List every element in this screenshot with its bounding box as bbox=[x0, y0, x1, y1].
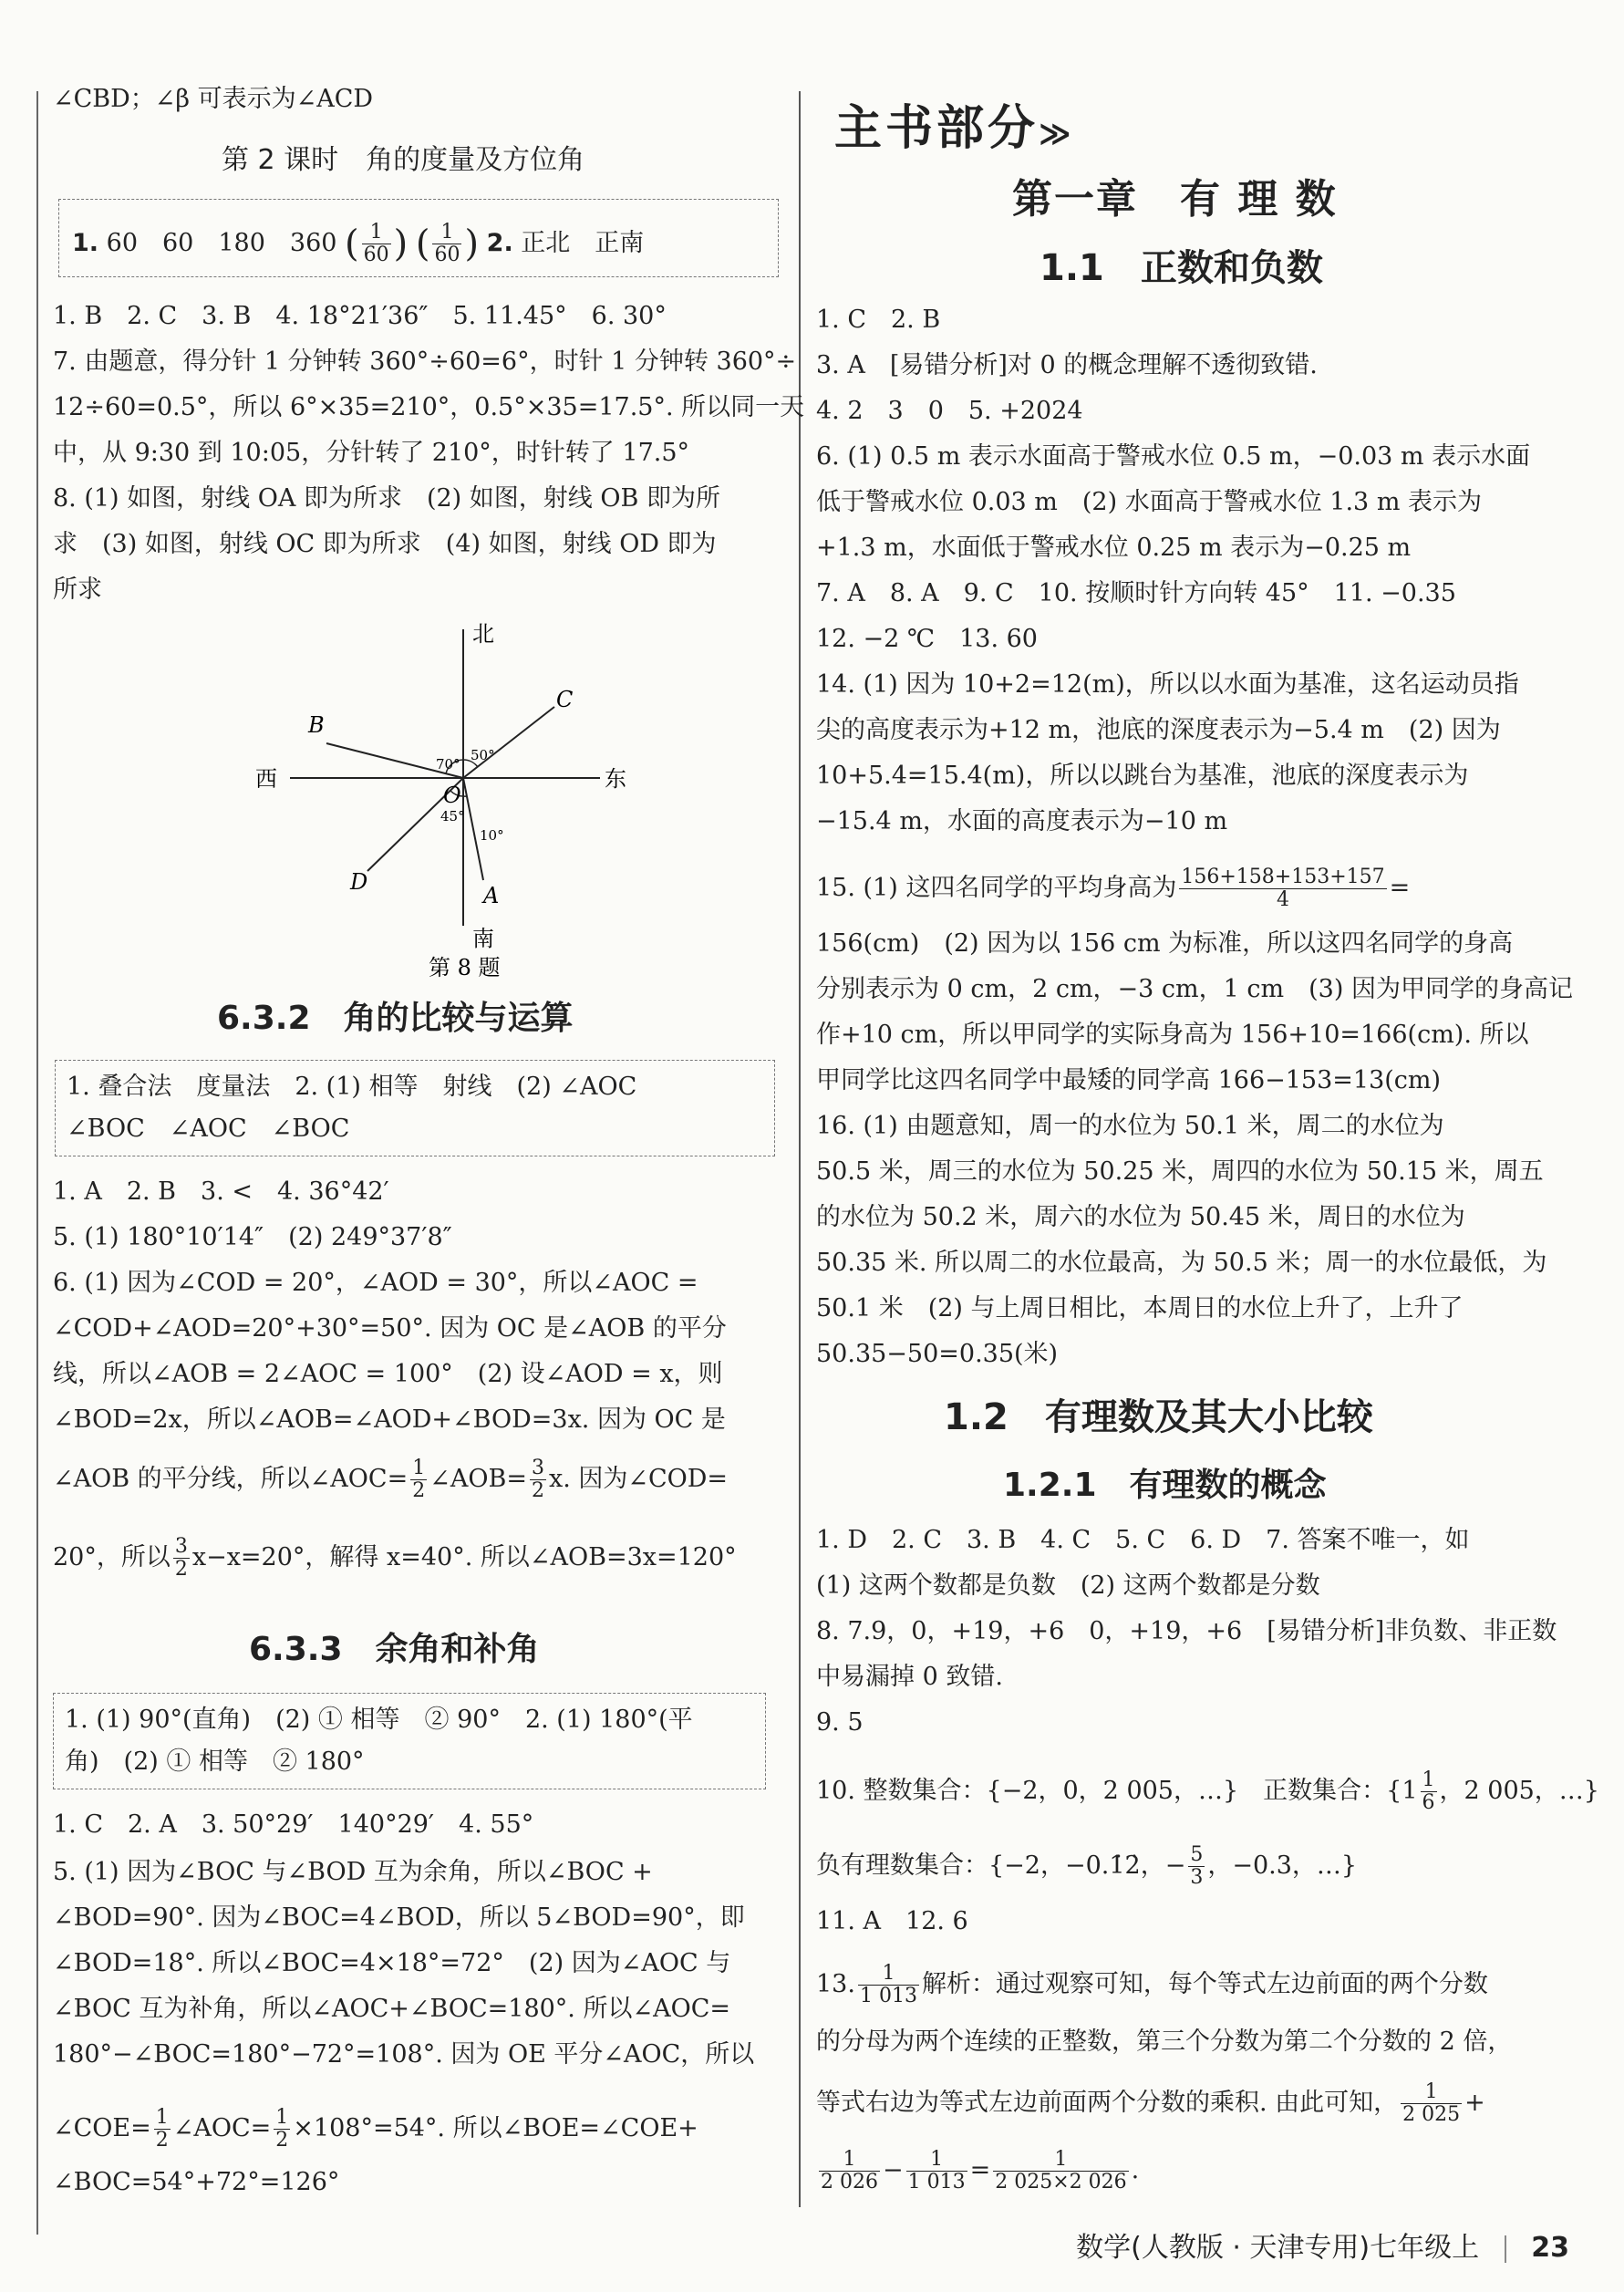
text-line: ∠COD+∠AOD=20°+30°=50°. 因为 OC 是∠AOB 的平分 bbox=[53, 1314, 727, 1343]
text-line: 156(cm) (2) 因为以 156 cm 为标准，所以这四名同学的身高 bbox=[816, 929, 1514, 958]
text-line: 13. $\frac{1}{1 013}$ 解析：通过观察可知，每个等式左边前面的两个分数 bbox=[816, 1962, 1488, 2007]
text-line: ∠CBD；∠β 可表示为∠ACD bbox=[53, 85, 374, 113]
label-angle-10: 10° bbox=[480, 827, 504, 844]
fraction: $\frac{1}{60}$ bbox=[434, 221, 460, 266]
text-line: 14. (1) 因为 10+2=12(m)，所以以水面为基准，这名运动员指 bbox=[816, 670, 1519, 699]
text-line: 7. 由题意，得分针 1 分钟转 360°÷60=6°，时针 1 分钟转 360°÷ bbox=[53, 347, 797, 376]
text-line: ∠BOC=54°+72°=126° bbox=[53, 2168, 340, 2196]
text-line: 10. 整数集合：{−2，0，2 005，…} 正数集合：{1 $\frac{1}{6}$ ，2 005，…} bbox=[816, 1768, 1599, 1814]
text-line: ∠BOC 互为补角，所以∠AOC+∠BOC=180°. 所以∠AOC= bbox=[53, 1995, 731, 2023]
section-title: 第 2 课时 角的度量及方位角 bbox=[222, 144, 585, 176]
box-line: 1. (1) 90°(直角) (2) ① 相等 ② 90° 2. (1) 180°(平 bbox=[65, 1706, 693, 1734]
main-title: 主书部分≫ bbox=[834, 101, 1075, 156]
section-title: 1.1 正数和负数 bbox=[1040, 247, 1323, 289]
text-line: ∠COE= $\frac{1}{2}$ ∠AOC= $\frac{1}{2}$ ×108°=54°. 所以∠BOE=∠COE+ bbox=[53, 2106, 698, 2152]
page-footer bbox=[1076, 2225, 1569, 2265]
text-line: 12. −2 ℃ 13. 60 bbox=[816, 625, 1038, 653]
fraction: $\frac{3}{2}$ bbox=[174, 1535, 188, 1581]
text-line: 50.1 米 (2) 与上周日相比，本周日的水位上升了，上升了 bbox=[816, 1294, 1464, 1322]
text-line: ∠BOD=2x，所以∠AOB=∠AOD+∠BOD=3x. 因为 OC 是 bbox=[53, 1405, 726, 1434]
label-c: C bbox=[556, 687, 574, 712]
text-line: 3. A [易错分析]对 0 的概念理解不透彻致错. bbox=[816, 351, 1318, 379]
direction-figure bbox=[235, 616, 655, 980]
label-angle-50: 50° bbox=[471, 747, 495, 763]
section-title: 6.3.3 余角和补角 bbox=[249, 1631, 540, 1668]
label-west: 西 bbox=[255, 766, 277, 792]
text-line: 尖的高度表示为+12 m，池底的深度表示为−5.4 m (2) 因为 bbox=[816, 716, 1501, 744]
fraction: $\frac{1}{2}$ bbox=[412, 1457, 426, 1502]
text-line: 中易漏掉 0 致错. bbox=[816, 1663, 1003, 1691]
label-angle-45: 45° bbox=[440, 808, 465, 824]
text-line: 中，从 9:30 到 10:05，分针转了 210°，时针转了 17.5° bbox=[53, 439, 690, 467]
text-line: 负有理数集合：{−2，−0.1̇2̇，− $\frac{5}{3}$ ，−0.3，…} bbox=[816, 1843, 1358, 1889]
box-line: 1. 叠合法 度量法 2. (1) 相等 射线 (2) ∠AOC bbox=[67, 1073, 637, 1101]
text-line: 6. (1) 0.5 m 表示水面高于警戒水位 0.5 m，−0.03 m 表示水面 bbox=[816, 442, 1531, 471]
answer-box bbox=[53, 1693, 766, 1789]
footer-book-title: 数学(人教版 · 天津专用)七年级上 bbox=[1076, 2232, 1480, 2264]
text-line: 16. (1) 由题意知，周一的水位为 50.1 米，周二的水位为 bbox=[816, 1112, 1444, 1140]
fraction: $\frac{3}{2}$ bbox=[531, 1457, 544, 1502]
text-line: 12÷60=0.5°，所以 6°×35=210°，0.5°×35=17.5°. 所以同一天 bbox=[53, 393, 805, 421]
text-line: 50.5 米，周三的水位为 50.25 米，周四的水位为 50.15 米，周五 bbox=[816, 1157, 1544, 1186]
text-line: −15.4 m，水面的高度表示为−10 m bbox=[816, 807, 1228, 835]
page-number: 23 bbox=[1531, 2232, 1569, 2264]
text-line: 1. D 2. C 3. B 4. C 5. C 6. D 7. 答案不唯一，如 bbox=[816, 1526, 1470, 1554]
text-line: ∠AOB 的平分线，所以∠AOC= $\frac{1}{2}$ ∠AOB= $\frac{3}{2}$ x. 因为∠COD= bbox=[53, 1457, 729, 1502]
section-title: 1.2 有理数及其大小比较 bbox=[944, 1396, 1373, 1438]
fraction: $\frac{1}{2}$ bbox=[275, 2106, 289, 2152]
box-line: 角) (2) ① 相等 ② 180° bbox=[65, 1748, 365, 1776]
label-a: A bbox=[483, 883, 500, 908]
text-line: 的水位为 50.2 米，周六的水位为 50.45 米，周日的水位为 bbox=[816, 1203, 1465, 1231]
text-line: 所求 bbox=[53, 576, 102, 604]
text-line: 低于警戒水位 0.03 m (2) 水面高于警戒水位 1.3 m 表示为 bbox=[816, 488, 1483, 516]
text-line: 1. C 2. B bbox=[816, 306, 941, 334]
label-angle-70: 70° bbox=[436, 756, 460, 773]
text-line: 甲同学比这四名同学中最矮的同学高 166−153=13(cm) bbox=[816, 1066, 1442, 1094]
text-line: 4. 2 3 0 5. +2024 bbox=[816, 397, 1083, 425]
label-b: B bbox=[308, 712, 325, 738]
text-line: (1) 这两个数都是负数 (2) 这两个数都是分数 bbox=[816, 1571, 1320, 1600]
text-line: 11. A 12. 6 bbox=[816, 1907, 968, 1935]
fraction: $\frac{1}{6}$ bbox=[1422, 1768, 1435, 1814]
answer-box bbox=[58, 199, 779, 277]
text-line: 的分母为两个连续的正整数，第三个分数为第二个分数的 2 倍， bbox=[816, 2028, 1513, 2056]
text-line: 1. A 2. B 3. < 4. 36°42′ bbox=[53, 1177, 389, 1206]
box-line: ∠BOC ∠AOC ∠BOC bbox=[67, 1115, 350, 1143]
text-line: 7. A 8. A 9. C 10. 按顺时针方向转 45° 11. −0.35 bbox=[816, 579, 1456, 607]
text-line: 等式右边为等式左边前面两个分数的乘积. 由此可知， $\frac{1}{2 025}$ + bbox=[816, 2080, 1485, 2126]
text-line: 1. B 2. C 3. B 4. 18°21′36″ 5. 11.45° 6. 30° bbox=[53, 302, 667, 330]
fraction: $\frac{1}{2}$ bbox=[155, 2106, 169, 2152]
text-line: 5. (1) 180°10′14″ (2) 249°37′8″ bbox=[53, 1223, 452, 1251]
text-line: 线，所以∠AOB = 2∠AOC = 100° (2) 设∠AOD = x，则 bbox=[53, 1360, 723, 1388]
fraction: $\frac{1}{1 013}$ bbox=[859, 1962, 917, 2007]
label-o: O bbox=[443, 783, 461, 808]
text-line: 1. C 2. A 3. 50°29′ 140°29′ 4. 55° bbox=[53, 1810, 534, 1839]
text-line: 50.35 米. 所以周二的水位最高，为 50.5 米；周一的水位最低，为 bbox=[816, 1249, 1547, 1277]
fraction: $\frac{1}{60}$ bbox=[363, 221, 389, 266]
figure-caption: 第 8 题 bbox=[429, 955, 501, 980]
label-d: D bbox=[350, 869, 368, 895]
answer-box bbox=[55, 1060, 775, 1156]
text-line: ∠BOD=90°. 因为∠BOC=4∠BOD，所以 5∠BOD=90°，即 bbox=[53, 1903, 745, 1932]
text-line: +1.3 m，水面低于警戒水位 0.25 m 表示为−0.25 m bbox=[816, 534, 1412, 562]
text-line: ∠BOD=18°. 所以∠BOC=4×18°=72° (2) 因为∠AOC 与 bbox=[53, 1949, 731, 1977]
fraction: $\frac{1}{2 025}$ bbox=[1402, 2080, 1461, 2126]
label-east: 东 bbox=[605, 766, 626, 792]
text-line: 10+5.4=15.4(m)，所以以跳台为基准，池底的深度表示为 bbox=[816, 762, 1469, 790]
label-south: 南 bbox=[472, 926, 494, 951]
fraction: $\frac{5}{3}$ bbox=[1190, 1843, 1204, 1889]
fraction: $\frac{1}{2 025\times 2 026}$ bbox=[995, 2148, 1127, 2193]
chapter-title: 第一章 有 理 数 bbox=[1012, 176, 1338, 223]
box-line: 1. 60 60 180 360 ( $\frac{1}{60}$ ) ( $\frac{1}{60}$ ) 2. 正北 正南 bbox=[72, 221, 645, 266]
footer-separator bbox=[1505, 2235, 1506, 2263]
text-line: 求 (3) 如图，射线 OC 即为所求 (4) 如图，射线 OD 即为 bbox=[53, 530, 717, 558]
fraction: $\frac{156+158+153+157}{4}$ bbox=[1181, 866, 1385, 911]
text-line: 9. 5 bbox=[816, 1708, 864, 1737]
fraction: $\frac{1}{2 026}$ bbox=[821, 2148, 878, 2193]
text-line: 15. (1) 这四名同学的平均身高为 $\frac{156+158+153+157}{4}$ = bbox=[816, 866, 1411, 911]
text-line: 分别表示为 0 cm，2 cm，−3 cm，1 cm (3) 因为甲同学的身高记 bbox=[816, 975, 1573, 1003]
double-chevron-icon: ≫ bbox=[1039, 116, 1075, 152]
text-line: 8. (1) 如图，射线 OA 即为所求 (2) 如图，射线 OB 即为所 bbox=[53, 484, 720, 513]
text-line: $\frac{1}{2 026}$ − $\frac{1}{1 013}$ = $\frac{1}{2 025\times 2 026}$ . bbox=[821, 2148, 1140, 2193]
ray-oc bbox=[463, 707, 554, 778]
fraction: $\frac{1}{1 013}$ bbox=[907, 2148, 966, 2193]
label-north: 北 bbox=[472, 621, 494, 647]
section-title: 6.3.2 角的比较与运算 bbox=[217, 1000, 574, 1037]
text-line: 20°，所以 $\frac{3}{2}$ x−x=20°，解得 x=40°. 所以∠AOB=3x=120° bbox=[53, 1535, 737, 1581]
text-line: 50.35−50=0.35(米) bbox=[816, 1340, 1059, 1368]
text-line: 6. (1) 因为∠COD = 20°，∠AOD = 30°，所以∠AOC = bbox=[53, 1269, 698, 1297]
text-line: 作+10 cm，所以甲同学的实际身高为 156+10=166(cm). 所以 bbox=[816, 1021, 1529, 1049]
text-line: 8. 7.9，0，+19，+6 0，+19，+6 [易错分析]非负数、非正数 bbox=[816, 1617, 1557, 1645]
text-line: 180°−∠BOC=180°−72°=108°. 因为 OE 平分∠AOC，所以 bbox=[53, 2040, 755, 2069]
subsection-title: 1.2.1 有理数的概念 bbox=[1003, 1467, 1327, 1504]
text-line: 5. (1) 因为∠BOC 与∠BOD 互为余角，所以∠BOC + bbox=[53, 1858, 653, 1886]
left-margin-line bbox=[36, 91, 38, 2235]
